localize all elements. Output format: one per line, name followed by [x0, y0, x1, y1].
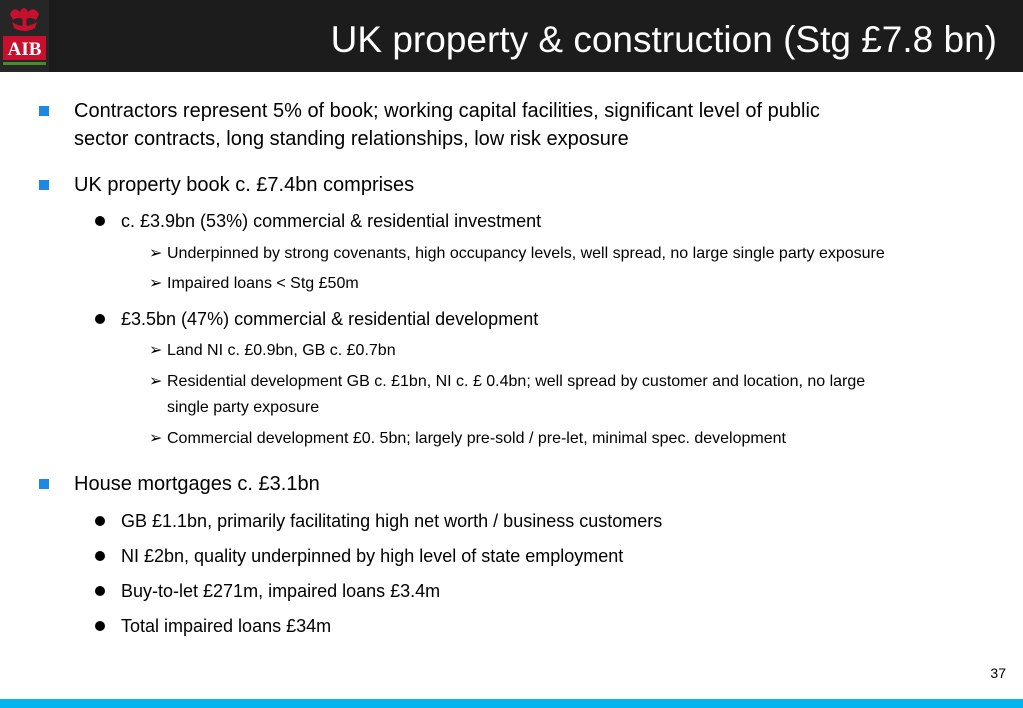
- round-bullet-icon: [95, 551, 105, 561]
- bullet-mortgage-ni: NI £2bn, quality underpinned by high level of state employment: [121, 546, 624, 566]
- bullet-mortgage-gb: GB £1.1bn, primarily facilitating high net worth / business customers: [121, 511, 663, 531]
- arrow-bullet-icon: ➢: [149, 342, 163, 359]
- bullet-house-mortgages: House mortgages c. £3.1bn: [74, 473, 320, 495]
- bullet-impaired-loans: Impaired loans < Stg £50m: [167, 275, 359, 292]
- round-bullet-icon: [95, 216, 105, 226]
- arrow-bullet-icon: ➢: [149, 430, 163, 447]
- round-bullet-icon: [95, 314, 105, 324]
- arrow-bullet-icon: ➢: [149, 373, 163, 390]
- bullet-contractors-line2: sector contracts, long standing relationships, low risk exposure: [74, 128, 629, 150]
- bullet-uk-property: UK property book c. £7.4bn comprises: [74, 174, 415, 196]
- round-bullet-icon: [95, 516, 105, 526]
- square-bullet-icon: [39, 180, 49, 190]
- bullet-residential-line2: single party exposure: [167, 399, 320, 416]
- footer-bar: [0, 699, 1023, 708]
- square-bullet-icon: [39, 106, 49, 116]
- bullet-investment: c. £3.9bn (53%) commercial & residential investment: [121, 211, 542, 231]
- bullet-commercial-development: Commercial development £0. 5bn; largely pre-sold / pre-let, minimal spec. development: [167, 430, 786, 447]
- slide-title: UK property & construction (Stg £7.8 bn): [330, 19, 997, 60]
- round-bullet-icon: [95, 621, 105, 631]
- bullet-contractors-line1: Contractors represent 5% of book; working capital facilities, significant level of public: [74, 100, 820, 122]
- arrow-bullet-icon: ➢: [149, 275, 163, 292]
- bullet-total-impaired: Total impaired loans £34m: [121, 616, 332, 636]
- bullet-covenants: Underpinned by strong covenants, high occupancy levels, well spread, no large single party exposure: [167, 245, 885, 262]
- round-bullet-icon: [95, 586, 105, 596]
- bullet-residential-line1: Residential development GB c. £1bn, NI c. £ 0.4bn; well spread by customer and location, no large: [167, 373, 866, 390]
- arrow-bullet-icon: ➢: [149, 245, 163, 262]
- bullet-buy-to-let: Buy-to-let £271m, impaired loans £3.4m: [121, 581, 441, 601]
- square-bullet-icon: [39, 479, 49, 489]
- bullet-land: Land NI c. £0.9bn, GB c. £0.7bn: [167, 342, 396, 359]
- page-number: 37: [990, 665, 1006, 681]
- logo-text: AIB: [7, 39, 42, 60]
- bullet-development: £3.5bn (47%) commercial & residential development: [121, 309, 539, 329]
